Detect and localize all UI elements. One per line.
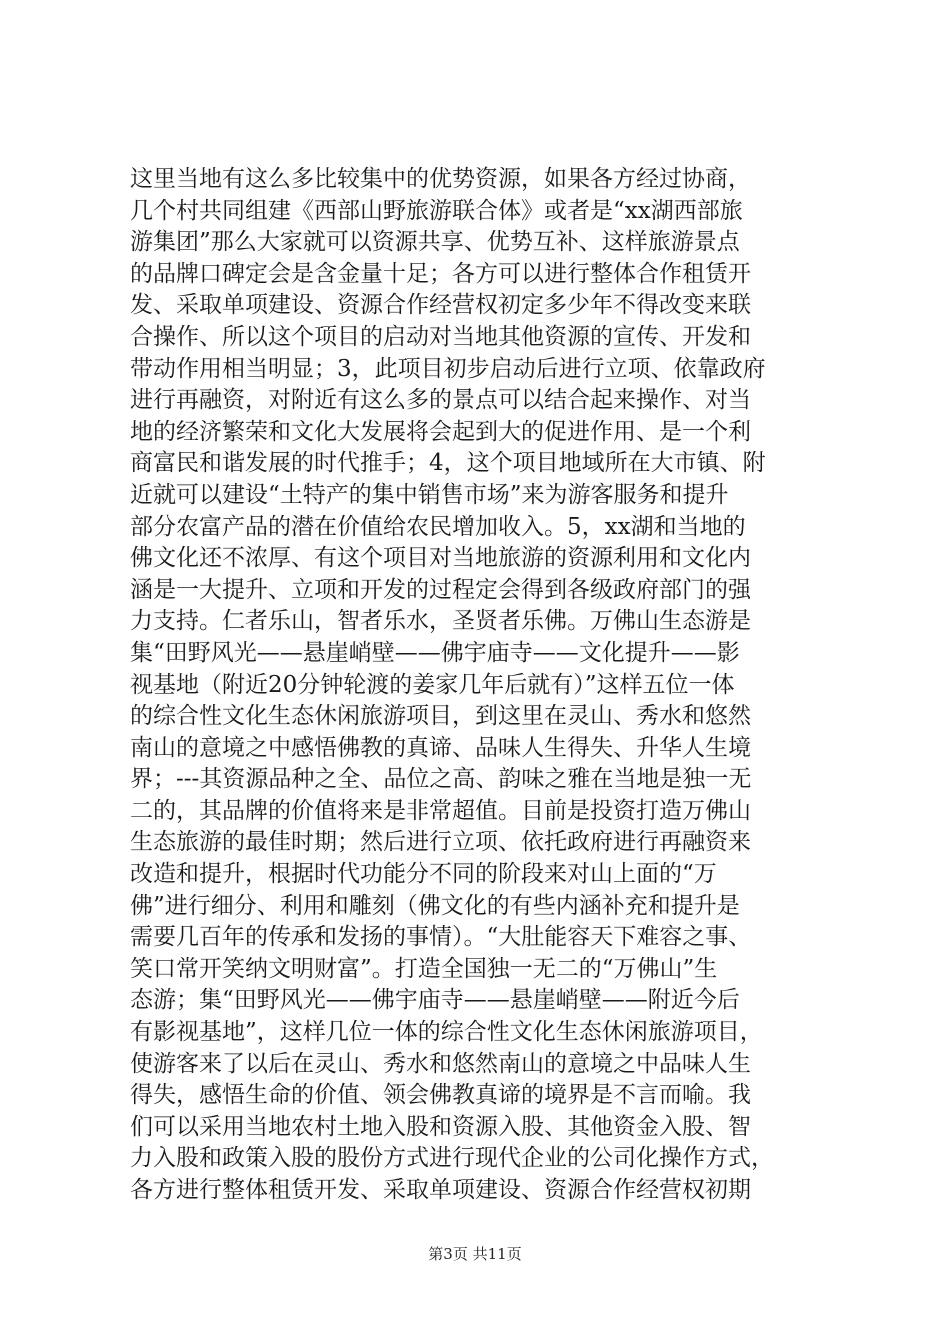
text-line: 商富民和谐发展的时代推手；4，这个项目地域所在大市镇、附 [130, 450, 766, 477]
text-line: 得失，感悟生命的价值、领会佛教真谛的境界是不言而喻。我 [130, 1082, 751, 1109]
text-line: 改造和提升，根据时代功能分不同的阶段来对山上面的“万 [130, 861, 717, 888]
text-line: 的品牌口碑定会是含金量十足；各方可以进行整体合作租赁开 [130, 260, 751, 287]
text-line: 需要几百年的传承和发扬的事情）。“大肚能容天下难容之事、 [130, 924, 752, 951]
text-line: 的综合性文化生态休闲旅游项目，到这里在灵山、秀水和悠然 [130, 703, 751, 730]
text-line: 力支持。仁者乐山，智者乐水，圣贤者乐佛。万佛山生态游是 [130, 608, 751, 635]
text-line: 界；---其资源品种之全、品位之高、韵味之雅在当地是独一无 [130, 766, 752, 793]
page-number-footer: 第3页 共11页 [428, 1245, 522, 1263]
text-line: 几个村共同组建《西部山野旅游联合体》或者是“xx湖西部旅 [130, 197, 743, 224]
text-line: 二的，其品牌的价值将来是非常超值。目前是投资打造万佛山 [130, 797, 751, 824]
text-line: 力入股和政策入股的股份方式进行现代企业的公司化操作方式， [130, 1145, 774, 1172]
text-line: 合操作、所以这个项目的启动对当地其他资源的宣传、开发和 [130, 323, 751, 350]
text-line: 发、采取单项建设、资源合作经营权初定多少年不得改变来联 [130, 292, 751, 319]
text-line: 带动作用相当明显；3，此项目初步启动后进行立项、依靠政府 [130, 355, 766, 382]
text-line: 有影视基地”，这样几位一体的综合性文化生态休闲旅游项目， [130, 1019, 763, 1046]
text-line: 佛文化还不浓厚、有这个项目对当地旅游的资源利用和文化内 [130, 545, 751, 572]
text-line: 部分农富产品的潜在价值给农民增加收入。5，xx湖和当地的 [130, 513, 746, 540]
text-line: 集“田野风光——悬崖峭壁——佛宇庙寺——文化提升——影 [130, 639, 740, 666]
text-line: 视基地（附近20分钟轮渡的姜家几年后就有）”这样五位一体 [130, 671, 735, 698]
text-line: 近就可以建设“土特产的集中销售市场”来为游客服务和提升 [130, 481, 729, 508]
text-line: 们可以采用当地农村土地入股和资源入股、其他资金入股、智 [130, 1113, 751, 1140]
text-line: 各方进行整体租赁开发、采取单项建设、资源合作经营权初期 [130, 1177, 751, 1203]
text-line: 南山的意境之中感悟佛教的真谛、品味人生得失、升华人生境 [130, 734, 751, 761]
text-line: 笑口常开笑纳文明财富”。打造全国独一无二的“万佛山”生 [130, 955, 718, 982]
text-line: 地的经济繁荣和文化大发展将会起到大的促进作用、是一个利 [130, 418, 751, 445]
text-line: 进行再融资，对附近有这么多的景点可以结合起来操作、对当 [130, 387, 751, 414]
text-line: 生态旅游的最佳时期；然后进行立项、依托政府进行再融资来 [130, 829, 751, 856]
text-line: 涵是一大提升、立项和开发的过程定会得到各级政府部门的强 [130, 576, 751, 603]
text-line: 态游；集“田野风光——佛宇庙寺——悬崖峭壁——附近今后 [130, 987, 740, 1014]
text-line: 这里当地有这么多比较集中的优势资源，如果各方经过协商， [130, 166, 751, 192]
page-body-text [130, 164, 830, 1207]
text-line: 使游客来了以后在灵山、秀水和悠然南山的意境之中品味人生 [130, 1050, 751, 1077]
text-line: 游集团”那么大家就可以资源共享、优势互补、这样旅游景点 [130, 229, 740, 256]
text-line: 佛”进行细分、利用和雕刻（佛文化的有些内涵补充和提升是 [130, 892, 740, 919]
